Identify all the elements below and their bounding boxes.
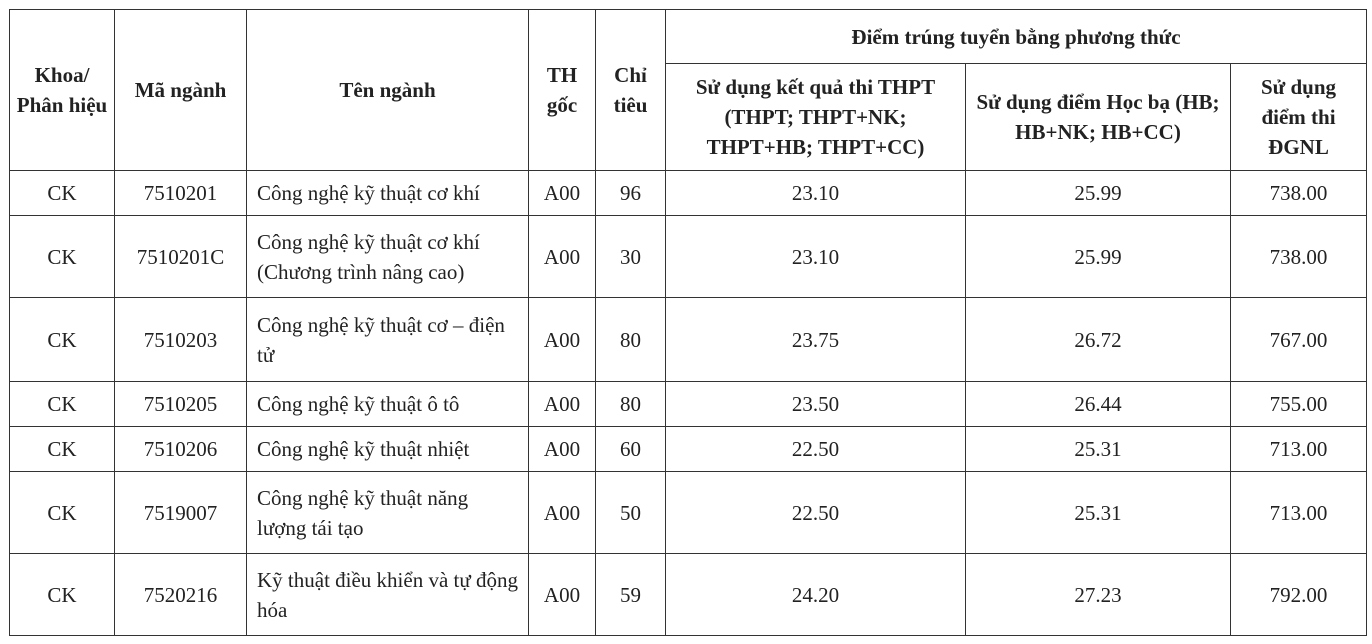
- table-row: [10, 554, 1367, 636]
- cell-dgnl: 738.00: [1231, 216, 1367, 298]
- cell-ten: Công nghệ kỹ thuật ô tô: [247, 382, 529, 427]
- cell-ten: Công nghệ kỹ thuật cơ khí (Chương trình nâng cao): [247, 216, 529, 298]
- cell-khoa: CK: [10, 472, 115, 554]
- cell-ma: 7510206: [115, 427, 247, 472]
- cell-th: A00: [529, 472, 596, 554]
- cell-th: A00: [529, 382, 596, 427]
- cell-th: A00: [529, 298, 596, 382]
- cell-thpt: 22.50: [666, 472, 966, 554]
- cell-th: A00: [529, 554, 596, 636]
- header-khoa: Khoa/ Phân hiệu: [10, 10, 115, 171]
- table-row: [10, 382, 1367, 427]
- cell-hb: 27.23: [966, 554, 1231, 636]
- cell-thpt: 22.50: [666, 427, 966, 472]
- cell-khoa: CK: [10, 382, 115, 427]
- cell-dgnl: 755.00: [1231, 382, 1367, 427]
- table-row: [10, 216, 1367, 298]
- cell-thpt: 23.75: [666, 298, 966, 382]
- cell-ma: 7510205: [115, 382, 247, 427]
- header-ten-nganh: Tên ngành: [247, 10, 529, 171]
- cell-th: A00: [529, 216, 596, 298]
- header-th-goc: TH gốc: [529, 10, 596, 171]
- cell-thpt: 24.20: [666, 554, 966, 636]
- cell-khoa: CK: [10, 427, 115, 472]
- cell-dgnl: 792.00: [1231, 554, 1367, 636]
- cell-hb: 25.31: [966, 472, 1231, 554]
- cell-th: A00: [529, 427, 596, 472]
- cell-hb: 26.44: [966, 382, 1231, 427]
- admission-scores-table: [9, 9, 1367, 636]
- table-row: [10, 427, 1367, 472]
- cell-chi: 96: [596, 171, 666, 216]
- cell-dgnl: 767.00: [1231, 298, 1367, 382]
- header-diem-group: Điểm trúng tuyển bằng phương thức: [666, 10, 1367, 64]
- table-row: [10, 171, 1367, 216]
- cell-th: A00: [529, 171, 596, 216]
- cell-dgnl: 713.00: [1231, 472, 1367, 554]
- cell-ma: 7510201: [115, 171, 247, 216]
- header-chi-tieu: Chỉ tiêu: [596, 10, 666, 171]
- cell-thpt: 23.10: [666, 216, 966, 298]
- cell-dgnl: 713.00: [1231, 427, 1367, 472]
- header-dgnl: Sử dụng điểm thi ĐGNL: [1231, 64, 1367, 171]
- cell-hb: 25.99: [966, 216, 1231, 298]
- header-hoc-ba: Sử dụng điểm Học bạ (HB; HB+NK; HB+CC): [966, 64, 1231, 171]
- cell-ten: Công nghệ kỹ thuật năng lượng tái tạo: [247, 472, 529, 554]
- cell-ma: 7510201C: [115, 216, 247, 298]
- cell-khoa: CK: [10, 554, 115, 636]
- cell-chi: 60: [596, 427, 666, 472]
- cell-chi: 59: [596, 554, 666, 636]
- cell-ma: 7520216: [115, 554, 247, 636]
- cell-khoa: CK: [10, 298, 115, 382]
- cell-ma: 7519007: [115, 472, 247, 554]
- table-row: [10, 472, 1367, 554]
- cell-chi: 80: [596, 382, 666, 427]
- cell-dgnl: 738.00: [1231, 171, 1367, 216]
- cell-ten: Công nghệ kỹ thuật nhiệt: [247, 427, 529, 472]
- cell-thpt: 23.10: [666, 171, 966, 216]
- cell-chi: 30: [596, 216, 666, 298]
- cell-khoa: CK: [10, 171, 115, 216]
- cell-ten: Kỹ thuật điều khiển và tự động hóa: [247, 554, 529, 636]
- cell-ten: Công nghệ kỹ thuật cơ khí: [247, 171, 529, 216]
- cell-ten: Công nghệ kỹ thuật cơ – điện tử: [247, 298, 529, 382]
- cell-hb: 26.72: [966, 298, 1231, 382]
- cell-hb: 25.99: [966, 171, 1231, 216]
- cell-ma: 7510203: [115, 298, 247, 382]
- cell-khoa: CK: [10, 216, 115, 298]
- cell-hb: 25.31: [966, 427, 1231, 472]
- cell-chi: 80: [596, 298, 666, 382]
- cell-chi: 50: [596, 472, 666, 554]
- header-thpt: Sử dụng kết quả thi THPT (THPT; THPT+NK; THPT+HB; THPT+CC): [666, 64, 966, 171]
- header-ma-nganh: Mã ngành: [115, 10, 247, 171]
- cell-thpt: 23.50: [666, 382, 966, 427]
- table-row: [10, 298, 1367, 382]
